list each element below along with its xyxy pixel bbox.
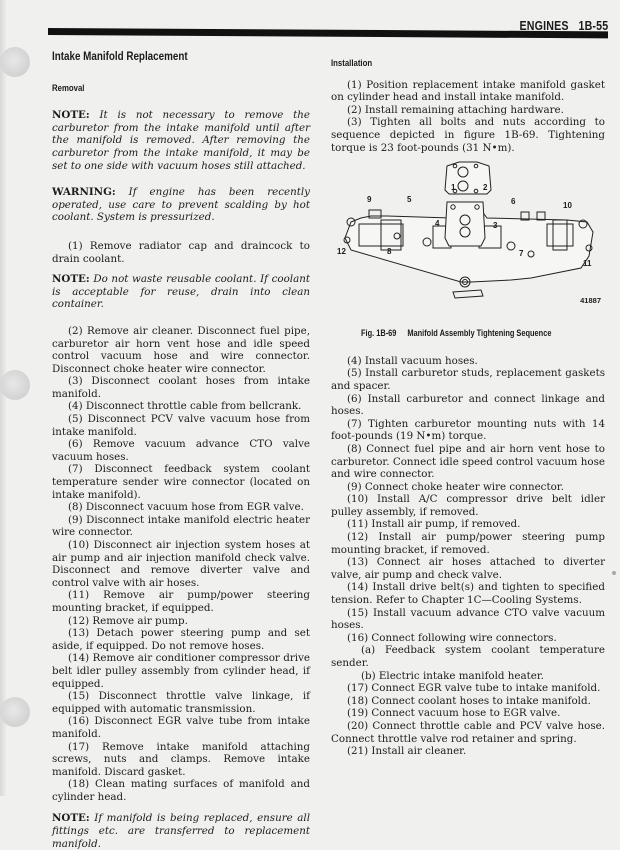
- installation-step: (9) Connect choke heater wire connector.: [347, 480, 564, 493]
- manifold-diagram: [331, 160, 605, 310]
- warning-coolant: [52, 186, 310, 224]
- removal-step: (8) Disconnect vacuum hose from EGR valve.: [68, 501, 304, 514]
- removal-step: (5) Disconnect PCV valve vacuum hose from intake manifold.: [52, 413, 310, 438]
- installation-step: (19) Connect vacuum hose to EGR valve.: [347, 707, 561, 720]
- installation-substep: (b) Electric intake manifold heater.: [361, 669, 544, 682]
- punch-hole: [0, 370, 30, 400]
- removal-step: (16) Disconnect EGR valve tube from intake manifold.: [52, 715, 310, 740]
- left-column: [52, 50, 310, 850]
- note-label: NOTE:: [52, 812, 90, 825]
- callout-10: 10: [563, 201, 572, 211]
- installation-step: (13) Connect air hoses attached to diverter valve, air pump and check valve.: [331, 556, 605, 581]
- figure-number: Fig. 1B-69: [361, 328, 397, 340]
- installation-substeps: [331, 644, 605, 682]
- installation-step: (8) Connect fuel pipe and air horn vent hose to carburetor. Connect idle speed control vacuum hose and wire connector.: [331, 442, 605, 481]
- installation-steps-continued: [331, 355, 605, 645]
- installation-step: (5) Install carburetor studs, replacement gaskets and spacer.: [331, 367, 605, 392]
- callout-8: 8: [387, 247, 392, 257]
- note-label: NOTE:: [52, 273, 90, 286]
- section-title: Intake Manifold Replacement: [52, 49, 188, 63]
- installation-steps: [331, 79, 605, 155]
- paper-speck: [612, 571, 616, 575]
- removal-step: (7) Disconnect feedback system coolant temperature sender wire connector (located on intake manifold).: [52, 463, 310, 501]
- installation-final-steps: [331, 682, 605, 758]
- installation-step: (17) Connect EGR valve tube to intake manifold.: [347, 682, 601, 695]
- punch-hole: [0, 697, 30, 727]
- installation-step: (7) Tighten carburetor mounting nuts with 14 foot-pounds (19 N•m) torque.: [331, 417, 605, 443]
- page-number: 1B-55: [578, 18, 608, 33]
- figure-caption: [361, 328, 551, 341]
- note-text: If manifold is being replaced, ensure all fittings etc. are transferred to replacement manifold.: [52, 812, 310, 850]
- removal-step: (4) Disconnect throttle cable from bellcrank.: [68, 400, 302, 413]
- installation-heading: Installation: [331, 58, 373, 69]
- note-coolant: [52, 273, 310, 311]
- installation-step: (21) Install air cleaner.: [347, 745, 467, 758]
- warning-text: If engine has been recently operated, use care to prevent scalding by hot coolant. System is pressurized.: [52, 186, 310, 224]
- removal-step: (2) Remove air cleaner. Disconnect fuel pipe, carburetor air horn vent hose and idle speed control vacuum hose and wire connector. Disconnect choke heater wire connector.: [52, 324, 310, 375]
- installation-step: (1) Position replacement intake manifold gasket on cylinder head and install intake manifold.: [331, 78, 605, 104]
- callout-3: 3: [493, 221, 498, 231]
- installation-step: (16) Connect following wire connectors.: [347, 631, 557, 644]
- running-head: [509, 18, 608, 33]
- installation-step: (14) Install drive belt(s) and tighten to specified tension. Refer to Chapter 1C—Cooling Systems.: [331, 581, 605, 607]
- removal-step: (12) Remove air pump.: [68, 614, 188, 627]
- callout-1: 1: [451, 183, 456, 193]
- note-text: It is not necessary to remove the carburetor from the intake manifold until after the manifold is removed. After removing the carburetor from the intake manifold, it may be set to one side with vacuum hoses still attached.: [52, 109, 310, 172]
- removal-step: (3) Disconnect coolant hoses from intake manifold.: [52, 375, 310, 400]
- installation-step: (2) Install remaining attaching hardware.: [347, 103, 564, 116]
- callout-11: 11: [583, 259, 592, 269]
- removal-step: (15) Disconnect throttle valve linkage, if equipped with automatic transmission.: [52, 690, 310, 715]
- installation-step: (4) Install vacuum hoses.: [347, 354, 478, 367]
- page-edge: [0, 0, 6, 796]
- removal-step: (10) Disconnect air injection system hoses at air pump and air injection manifold check valve. Disconnect and remove diverter valve and control valve with air hoses.: [52, 539, 310, 589]
- removal-step: (11) Remove air pump/power steering mounting bracket, if equipped.: [52, 589, 310, 614]
- note-label: NOTE:: [52, 109, 90, 122]
- callout-5: 5: [407, 195, 412, 205]
- note-text: Do not waste reusable coolant. If coolant is acceptable for reuse, drain into clean container.: [52, 273, 310, 311]
- removal-step: (1) Remove radiator cap and draincock to drain coolant.: [52, 239, 310, 265]
- removal-step: (6) Remove vacuum advance CTO valve vacuum hoses.: [52, 438, 310, 463]
- installation-step: (12) Install air pump/power steering pump mounting bracket, if removed.: [331, 531, 605, 556]
- removal-step: (9) Disconnect intake manifold electric heater wire connector.: [52, 513, 310, 539]
- callout-9: 9: [367, 195, 372, 205]
- callout-4: 4: [435, 219, 440, 229]
- note-carburetor: [52, 109, 310, 172]
- callout-7: 7: [519, 249, 524, 259]
- callout-2: 2: [483, 183, 488, 193]
- installation-step: (20) Connect throttle cable and PCV valve hose. Connect throttle valve rod retainer and spring.: [331, 719, 605, 745]
- callout-12: 12: [337, 247, 346, 257]
- figure-title: Manifold Assembly Tightening Sequence: [407, 328, 552, 340]
- section-name: ENGINES: [519, 18, 569, 33]
- removal-heading: Removal: [52, 82, 85, 94]
- installation-step: (6) Install carburetor and connect linkage and hoses.: [331, 392, 605, 418]
- installation-step: (18) Connect coolant hoses to intake manifold.: [347, 694, 591, 707]
- callout-6: 6: [511, 197, 516, 207]
- installation-step: (15) Install vacuum advance CTO valve vacuum hoses.: [331, 606, 605, 632]
- note-replacement: [52, 812, 310, 850]
- removal-step: (17) Remove intake manifold attaching screws, nuts and clamps. Remove intake manifold. Discard gasket.: [52, 740, 310, 778]
- removal-step: (13) Detach power steering pump and set aside, if equipped. Do not remove hoses.: [52, 627, 310, 652]
- removal-step: (14) Remove air conditioner compressor drive belt idler pulley assembly from cylinder head, if equipped.: [52, 652, 310, 690]
- removal-steps: [52, 325, 310, 804]
- installation-step: (3) Tighten all bolts and nuts according to sequence depicted in figure 1B-69. Tightening torque is 23 foot-pounds (31 N•m).: [331, 116, 605, 154]
- punch-hole: [0, 47, 30, 77]
- manifold-figure: [331, 160, 605, 320]
- installation-step: (11) Install air pump, if removed.: [347, 518, 521, 531]
- warning-label: WARNING:: [52, 186, 116, 199]
- right-column: [331, 58, 605, 758]
- figure-code: 41887: [580, 296, 601, 306]
- installation-substep: (a) Feedback system coolant temperature sender.: [331, 644, 605, 669]
- removal-step: (18) Clean mating surfaces of manifold and cylinder head.: [52, 778, 310, 803]
- installation-step: (10) Install A/C compressor drive belt idler pulley assembly, if removed.: [331, 493, 605, 518]
